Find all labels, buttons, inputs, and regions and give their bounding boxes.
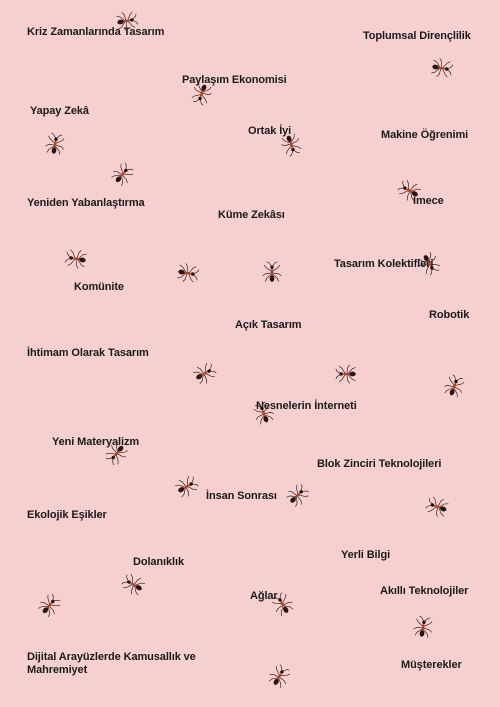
ant-icon [111, 6, 141, 36]
term-dijital-arayuzlerde-kamusallik: Dijital Arayüzlerde Kamusallık ve Mahremiyet [27, 651, 196, 676]
term-komunite: Komünite [74, 281, 124, 293]
term-yeni-materyalizm: Yeni Materyalizm [52, 436, 140, 448]
ant-icon [437, 370, 470, 403]
term-nesnelerin-interneti: Nesnelerin İnterneti [256, 400, 357, 412]
term-tasarim-kolektifleri: Tasarım Kolektifleri [334, 258, 434, 270]
ant-icon [104, 157, 141, 194]
ant-icon [116, 567, 152, 603]
ant-icon [408, 613, 438, 643]
ant-icon [172, 258, 202, 288]
term-yeniden-yabanlastirma: Yeniden Yabanlaştırma [27, 197, 145, 209]
term-musterekler: Müşterekler [401, 659, 462, 671]
ant-icon [259, 260, 285, 286]
term-imece: İmece [413, 195, 444, 207]
ant-icon [62, 244, 92, 274]
ant-icon [334, 361, 360, 387]
ant-icon [261, 659, 297, 695]
term-ihtimam-olarak-tasarim: İhtimam Olarak Tasarım [27, 347, 149, 359]
term-kume-zekasi: Küme Zekâsı [218, 209, 285, 221]
term-aglar: Ağlar [250, 590, 278, 602]
ant-icon [279, 478, 316, 515]
ant-icon [411, 245, 447, 281]
ant-icon [40, 130, 70, 160]
term-ortak-iyi: Ortak İyi [248, 125, 292, 137]
ant-icon [186, 356, 222, 392]
term-kriz-zamanlarinda-tasarim: Kriz Zamanlarında Tasarım [27, 26, 165, 38]
term-acik-tasarim: Açık Tasarım [235, 319, 302, 331]
term-yerli-bilgi: Yerli Bilgi [341, 549, 391, 561]
ant-icon [168, 469, 204, 505]
term-makine-ogrenimi: Makine Öğrenimi [381, 129, 469, 141]
term-paylasim-ekonomisi: Paylaşım Ekonomisi [182, 74, 287, 86]
ant-icon [31, 588, 68, 625]
term-toplumsal-direnclilik: Toplumsal Dirençlilik [363, 30, 471, 42]
ant-icon [426, 53, 456, 83]
term-insan-sonrasi: İnsan Sonrası [206, 490, 277, 502]
term-ekolojik-esikler: Ekolojik Eşikler [27, 509, 107, 521]
term-akilli-teknolojiler: Akıllı Teknolojiler [380, 585, 469, 597]
ant-icon [421, 490, 454, 523]
term-robotik: Robotik [429, 309, 470, 321]
term-dolaniklik: Dolanıklık [133, 556, 184, 568]
term-yapay-zeka: Yapay Zekâ [30, 105, 89, 117]
term-blok-zinciri-teknolojileri: Blok Zinciri Teknolojileri [317, 458, 442, 470]
